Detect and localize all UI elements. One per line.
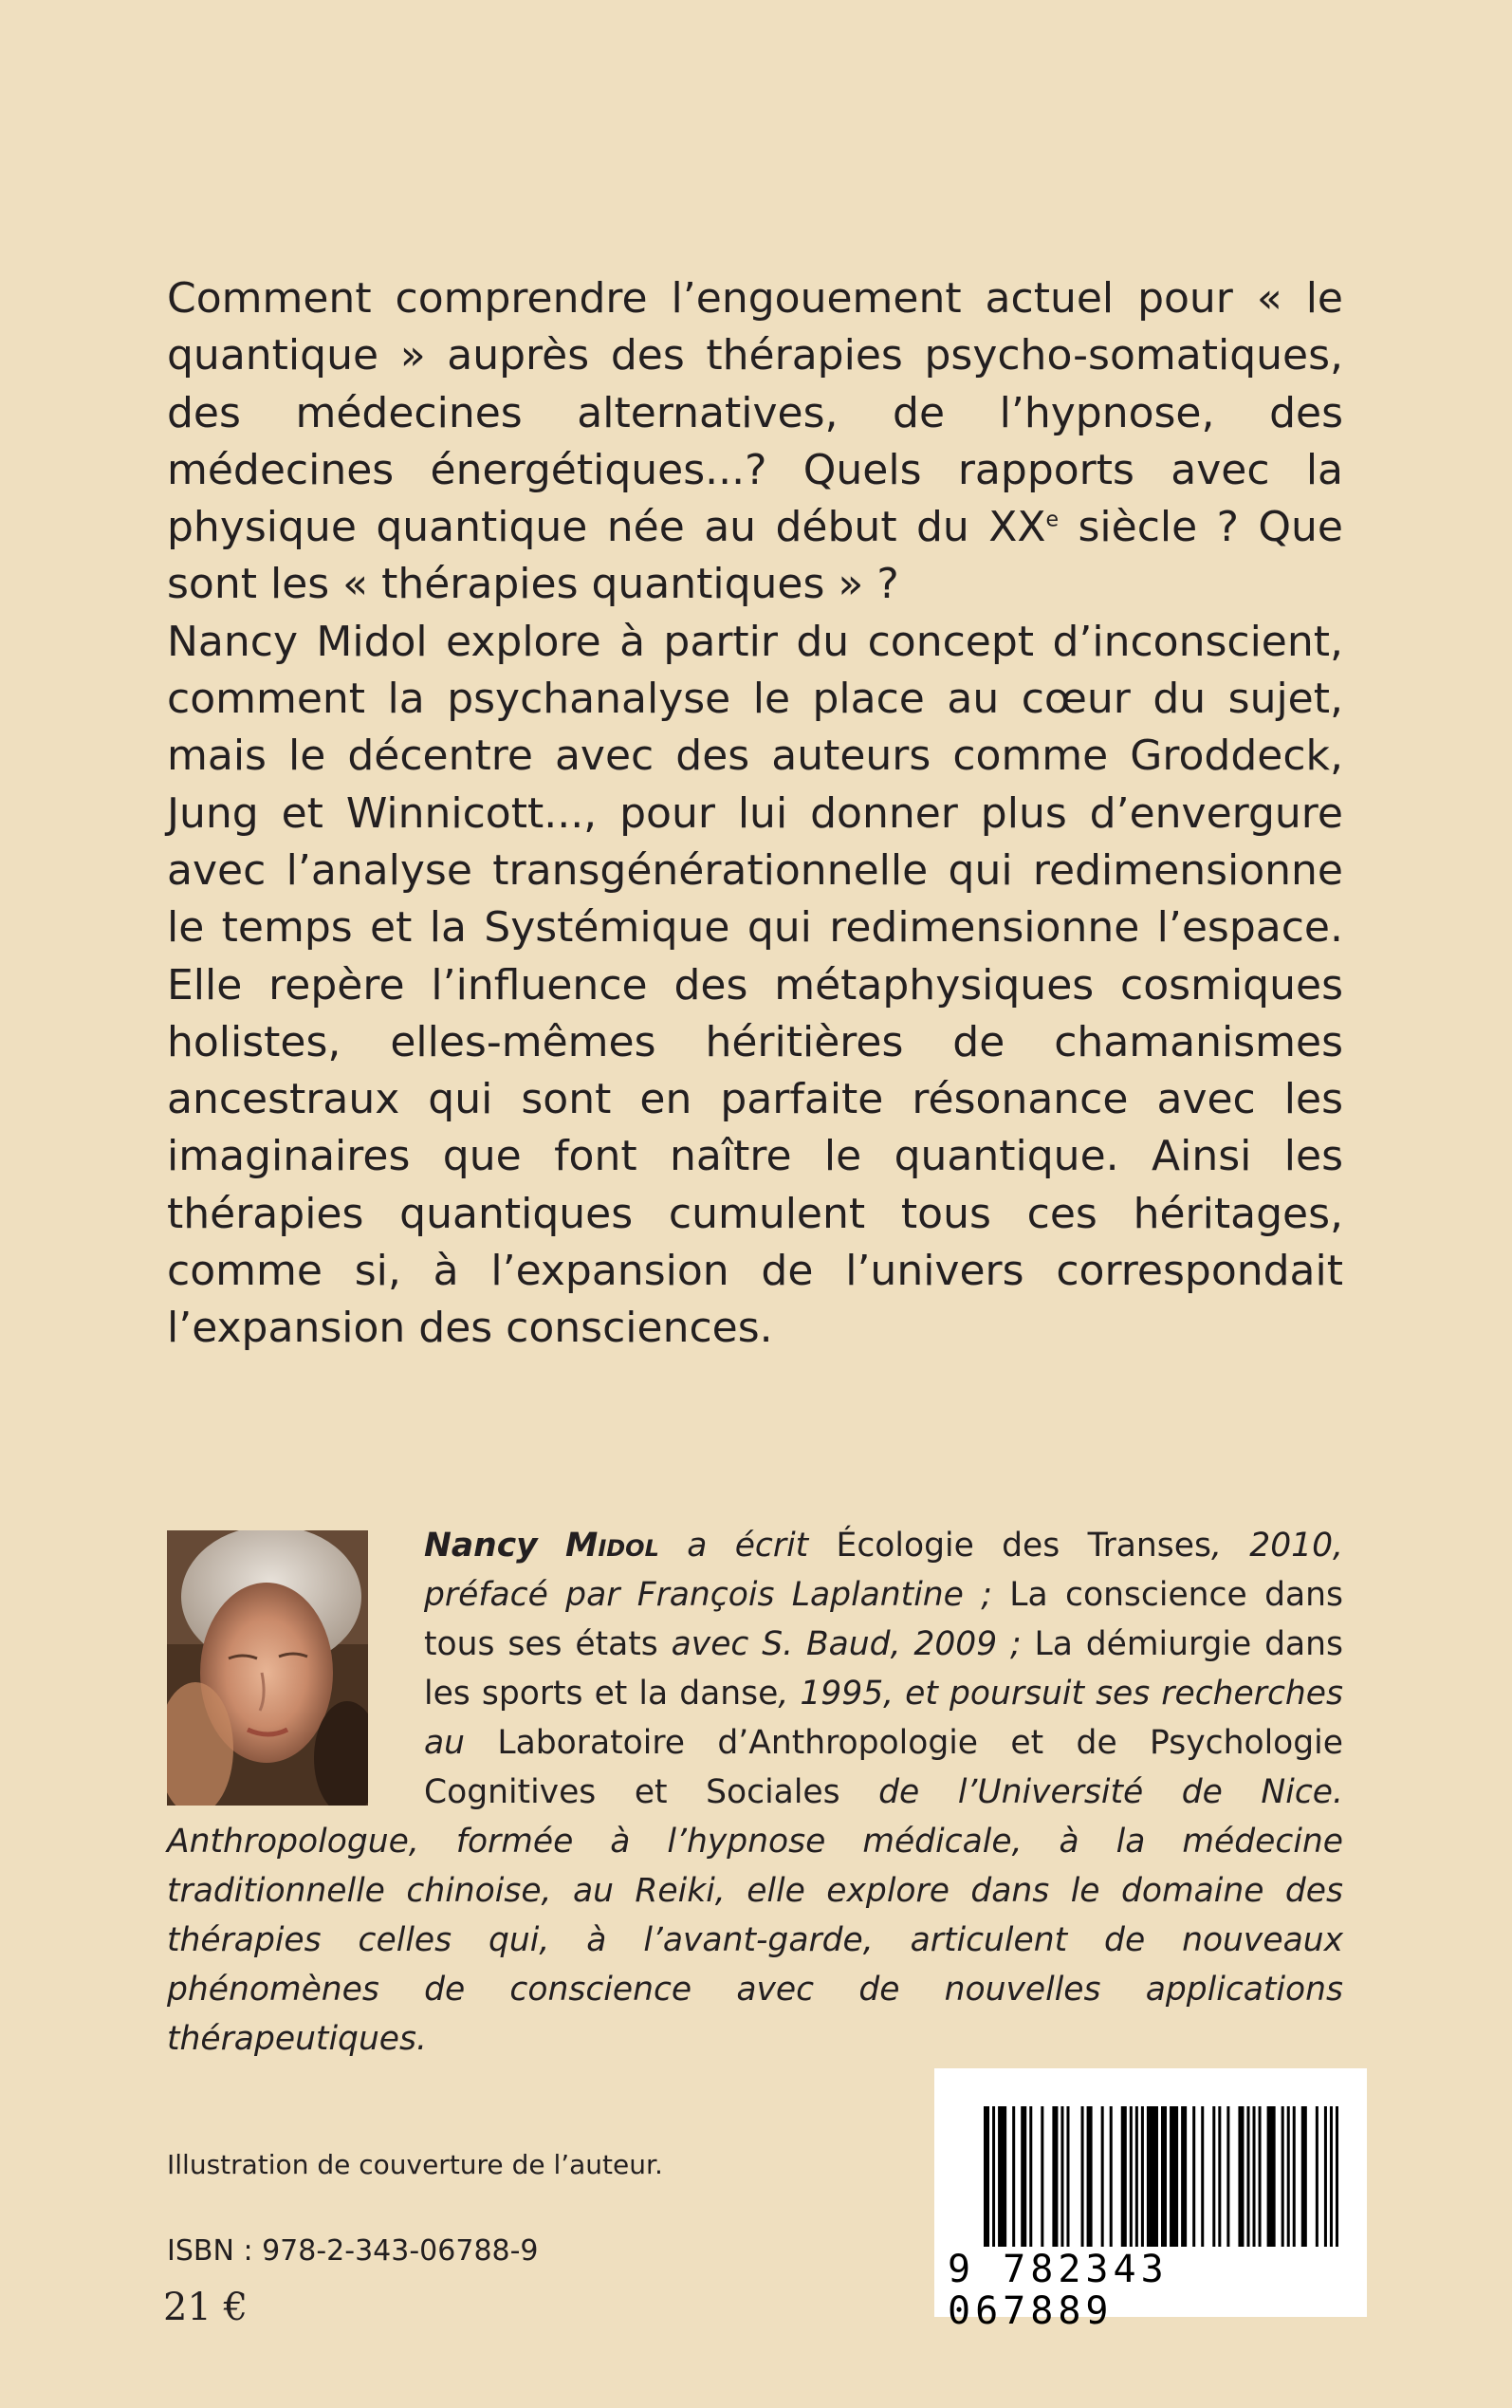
back-cover-blurb [167,270,1343,1358]
book-title: La démiurgie dans les sports et la danse [424,1625,1343,1713]
barcode-bar [1201,2106,1204,2247]
barcode-bar [1029,2106,1032,2247]
barcode-bar [1192,2106,1195,2247]
barcode-bar [1135,2106,1138,2247]
barcode-bar [1259,2106,1262,2247]
barcode-bar [1170,2106,1178,2247]
barcode-bar [1226,2106,1229,2247]
barcode-bar [1238,2106,1244,2247]
bio-text: , 1995, et poursuit ses recherches au [424,1675,1343,1762]
barcode-bar [1101,2106,1104,2247]
barcode-bar [1066,2106,1069,2247]
bio-text: de l’Université de Nice. Anthropologue, formée à l’hypnose médicale, à la médecine traditionnelle chinoise, au Reiki, elle explore dans le domaine des thérapies celles qui, à l’avant-garde, articulent de nouveaux phénomènes de conscience avec de nouvelles applications thérapeutiques. [167,1773,1343,2058]
barcode-digits: 9 782343 067889 [948,2248,1169,2333]
barcode-bar [1218,2106,1221,2247]
barcode [934,2068,1367,2333]
bio-text: avec S. Baud, 2009 ; [657,1625,1035,1663]
barcode-bar [1110,2106,1113,2247]
barcode-bar [1246,2106,1249,2247]
barcode-bar [1052,2106,1058,2247]
barcode-bar [1081,2106,1084,2247]
book-title: La conscience dans tous ses états [424,1576,1343,1663]
barcode-bar [1012,2106,1015,2247]
barcode-bar [1121,2106,1127,2247]
barcode-bar [1181,2106,1187,2247]
barcode-bar [1336,2106,1338,2247]
century-superscript: e [1045,508,1060,532]
blurb-text: siècle ? Que sont les « thérapies quantiques » ? [167,503,1344,609]
barcode-bar [1267,2106,1276,2247]
barcode-bar [1301,2106,1307,2247]
barcode-bar [1041,2106,1043,2247]
laboratory-name: Laboratoire d’Anthropologie et de Psychologie Cognitives et Sociales [424,1724,1343,1811]
barcode-bar [1316,2106,1318,2247]
barcode-bar [1141,2106,1144,2247]
blurb-paragraph-2: Nancy Midol explore à partir du concept d’inconscient, comment la psychanalyse le place au cœur du sujet, mais le décentre avec des auteurs comme Groddeck, Jung et Winnicott..., pour lui donner plus d’envergure avec l’analyse transgénérationnelle qui redimensionne le temps et la Systémique qui redimensionne l’espace. Elle repère l’influence des métaphysiques cosmiques holistes, elles-mêmes héritières de chamanismes ancestraux qui sont en parfaite résonance avec les imaginaires que font naître le quantique. Ainsi les thérapies quantiques cumulent tous ces héritages, comme si, à l’expansion de l’univers correspondait l’expansion des consciences. [167,617,1343,1353]
barcode-bars [934,2068,1367,2258]
barcode-bar [1130,2106,1133,2247]
price: 21 € [163,2286,249,2329]
barcode-bar [998,2106,1006,2247]
author-bio [167,1521,1343,2064]
barcode-bar [1293,2106,1296,2247]
photo-spacer [167,1521,424,1815]
barcode-bar [1253,2106,1256,2247]
barcode-bar [1021,2106,1026,2247]
barcode-bar [992,2106,995,2247]
barcode-bar [1161,2106,1167,2247]
barcode-bar [984,2106,989,2247]
barcode-bar [1324,2106,1327,2247]
author-first-name: Nancy [424,1527,538,1565]
author-last-name: Midol [565,1527,659,1565]
barcode-bar [1287,2106,1290,2247]
barcode-bar [1330,2106,1333,2247]
barcode-bar [1212,2106,1215,2247]
blurb-paragraph-1 [167,270,1343,614]
bio-text: , 2010, préfacé par François Laplantine ; [424,1527,1344,1614]
book-title: Écologie des Transes [836,1527,1211,1565]
blurb-text: Comment comprendre l’engouement actuel pour « le quantique » auprès des thérapies psycho-somatiques, des médecines alternatives, de l’hypnose, des médecines énergétiques...? Quels rapports avec la physique quantique née au début du XX [167,274,1343,552]
barcode-bar [1087,2106,1093,2247]
barcode-bar [1060,2106,1063,2247]
cover-illustration-credit: Illustration de couverture de l’auteur. [167,2149,663,2180]
bio-text: a écrit [658,1527,837,1565]
isbn-number: ISBN : 978-2-343-06788-9 [167,2234,539,2268]
barcode-bar [1282,2106,1284,2247]
barcode-bar [1147,2106,1158,2247]
